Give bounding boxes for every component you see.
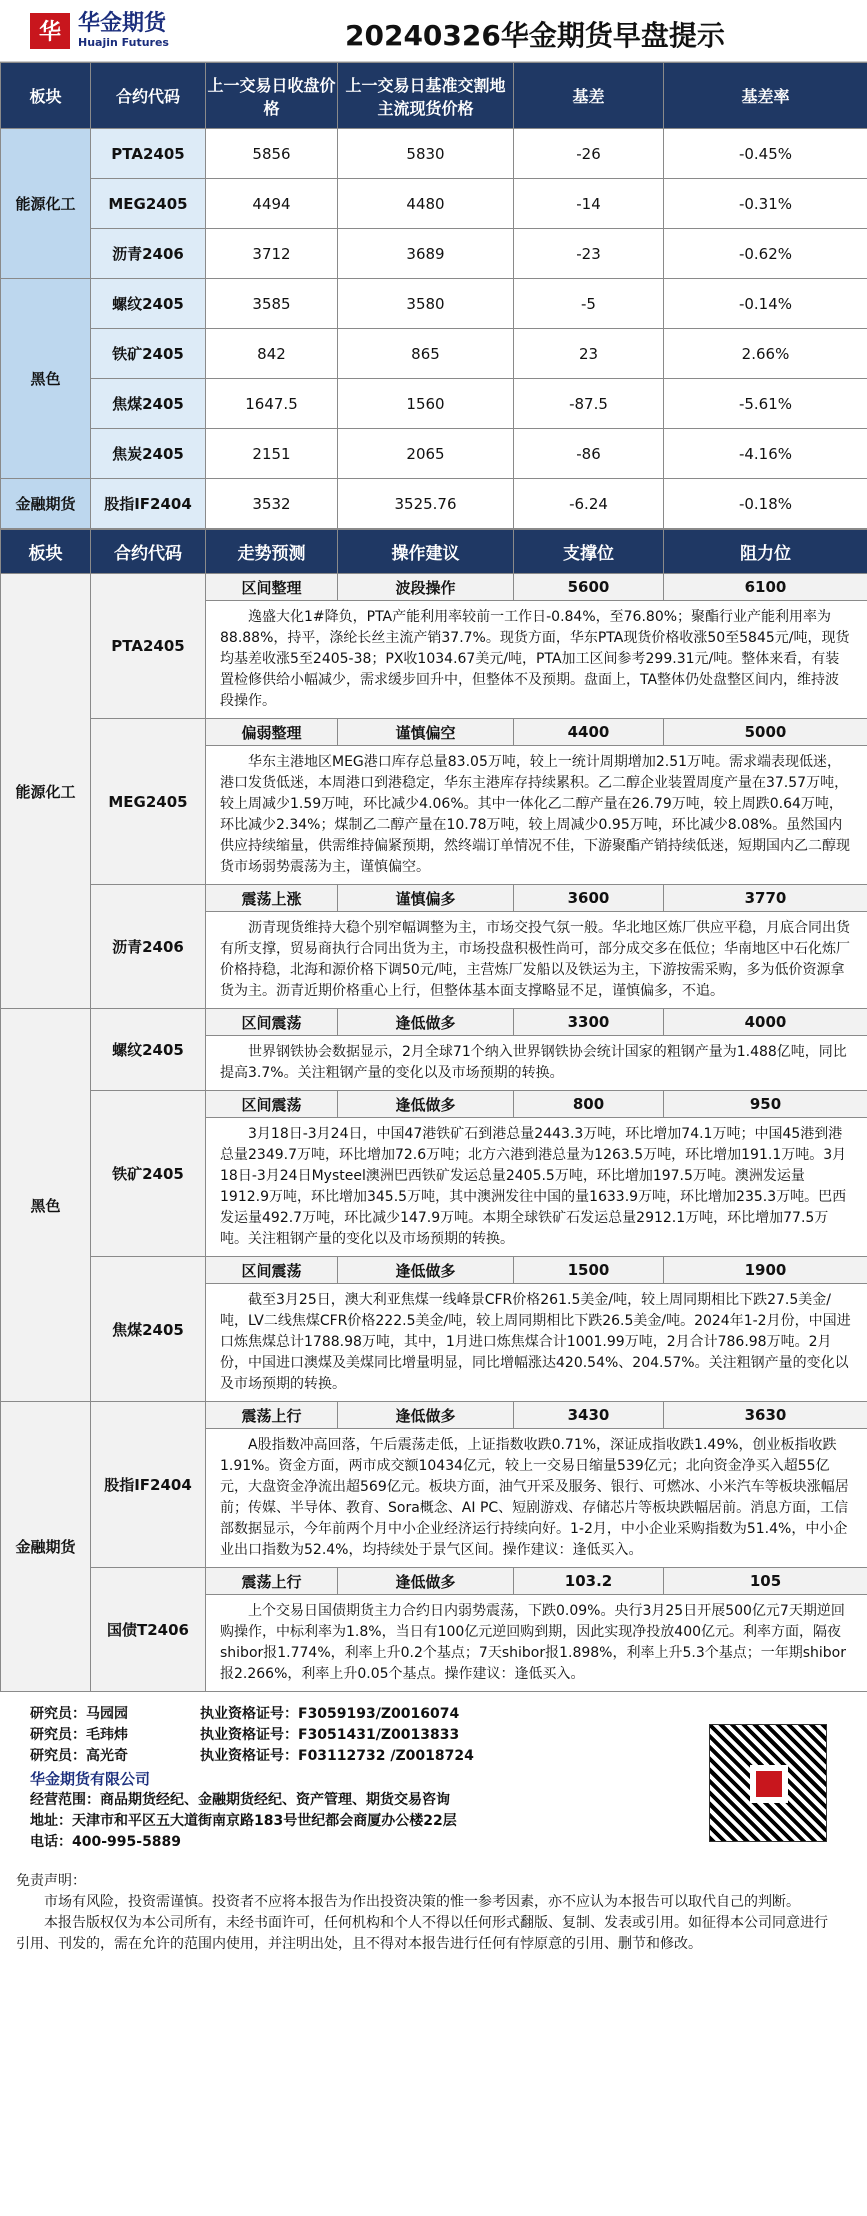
- researcher-license: 执业资格证号：F3059193/Z0016074: [200, 1706, 460, 1722]
- contract-code: MEG2405: [91, 719, 206, 885]
- sector-label: 能源化工: [1, 574, 91, 1009]
- company-name: 华金期货有限公司: [30, 1770, 151, 1788]
- forecast-advice: 逢低做多: [338, 1009, 514, 1036]
- basis-value: -5.61%: [664, 379, 867, 429]
- forecast-trend: 震荡上行: [206, 1402, 338, 1429]
- basis-value: 865: [338, 329, 514, 379]
- contract-code: 沥青2406: [91, 229, 206, 279]
- basis-value: 3532: [206, 479, 338, 529]
- basis-value: 2151: [206, 429, 338, 479]
- basis-value: 3689: [338, 229, 514, 279]
- basis-header-cell: 上一交易日基准交割地主流现货价格: [338, 63, 514, 129]
- researcher-name: 研究员：毛玮炜: [30, 1727, 128, 1743]
- basis-row: [1, 129, 867, 179]
- forecast-support: 3300: [514, 1009, 664, 1036]
- contract-code: 股指IF2404: [91, 1402, 206, 1568]
- basis-row: [1, 329, 867, 379]
- basis-table: [0, 62, 867, 529]
- analysis-text: 华东主港地区MEG港口库存总量83.05万吨，较上一统计周期增加2.51万吨。需求端表现低迷，港口发货低迷，本周港口到港稳定，华东主港库存持续累积。乙二醇企业装置周度产量在37.57万吨，较上周减少1.59万吨，环比减少4.06%。其中一体化乙二醇产量在26.79万吨，较上周跌0.64万吨，环比减少2.34%；煤制乙二醇产量在10.78万吨，较上周减少0.95万吨，环比减少8.08%。虽然国内供应持续缩量，供需维持偏紧预期，然终端订单情况不佳，下游聚酯产销持续低迷，短期国内乙二醇现货市场弱势震荡为主，谨慎偏空。: [206, 746, 867, 885]
- researcher-name: 研究员：高光奇: [30, 1748, 128, 1764]
- contract-code: 焦煤2405: [91, 379, 206, 429]
- basis-value: -0.45%: [664, 129, 867, 179]
- basis-value: -86: [514, 429, 664, 479]
- forecast-trend: 震荡上行: [206, 1568, 338, 1595]
- basis-value: 5856: [206, 129, 338, 179]
- basis-row: [1, 429, 867, 479]
- forecast-resistance: 950: [664, 1091, 867, 1118]
- logo-english: Huajin Futures: [78, 36, 169, 49]
- researcher-license: 执业资格证号：F03112732 /Z0018724: [200, 1748, 474, 1764]
- forecast-row: [1, 1009, 867, 1036]
- analysis-text: 截至3月25日，澳大利亚焦煤一线峰景CFR价格261.5美金/吨，较上周同期相比下跌27.5美金/吨，LV二线焦煤CFR价格222.5美金/吨，较上周同期相比下跌26.5美金/吨。2024年1-2月份，中国进口炼焦煤总计1788.98万吨，其中，1月进口炼焦煤合计1001.99万吨，2月合计786.98万吨。2月份，中国进口澳煤及美煤同比增量明显，同比增幅涨达420.54%、204.57%。关注粗钢产量的变化以及市场预期的转换。: [206, 1284, 867, 1402]
- contract-code: 国债T2406: [91, 1568, 206, 1692]
- forecast-header-cell: 合约代码: [91, 530, 206, 574]
- forecast-advice: 逢低做多: [338, 1091, 514, 1118]
- forecast-resistance: 1900: [664, 1257, 867, 1284]
- forecast-trend: 区间整理: [206, 574, 338, 601]
- basis-header-cell: 合约代码: [91, 63, 206, 129]
- forecast-resistance: 3770: [664, 885, 867, 912]
- contract-code: 螺纹2405: [91, 1009, 206, 1091]
- contract-code: PTA2405: [91, 129, 206, 179]
- logo-chinese: 华金期货: [78, 11, 167, 36]
- forecast-table: [0, 529, 867, 1692]
- forecast-row: [1, 1257, 867, 1284]
- forecast-table-header: [1, 530, 867, 574]
- contract-code: PTA2405: [91, 574, 206, 719]
- basis-header-cell: 板块: [1, 63, 91, 129]
- forecast-row: [1, 1402, 867, 1429]
- forecast-header-cell: 走势预测: [206, 530, 338, 574]
- sector-label: 金融期货: [1, 1402, 91, 1692]
- forecast-resistance: 5000: [664, 719, 867, 746]
- forecast-resistance: 6100: [664, 574, 867, 601]
- contract-code: 沥青2406: [91, 885, 206, 1009]
- basis-row: [1, 279, 867, 329]
- forecast-header-cell: 支撑位: [514, 530, 664, 574]
- logo-mark: 华: [30, 13, 70, 49]
- basis-value: 2.66%: [664, 329, 867, 379]
- basis-value: 1560: [338, 379, 514, 429]
- basis-value: -14: [514, 179, 664, 229]
- basis-table-header: [1, 63, 867, 129]
- forecast-row: [1, 1091, 867, 1118]
- basis-value: 2065: [338, 429, 514, 479]
- forecast-support: 5600: [514, 574, 664, 601]
- footer: [0, 1692, 867, 1975]
- forecast-support: 1500: [514, 1257, 664, 1284]
- forecast-row: [1, 1568, 867, 1595]
- basis-value: -0.18%: [664, 479, 867, 529]
- forecast-advice: 逢低做多: [338, 1402, 514, 1429]
- basis-value: 23: [514, 329, 664, 379]
- basis-value: 1647.5: [206, 379, 338, 429]
- analysis-text: 上个交易日国债期货主力合约日内弱势震荡，下跌0.09%。央行3月25日开展500亿元7天期逆回购操作，中标利率为1.8%，当日有100亿元逆回购到期，因此实现净投放400亿元。利率方面，隔夜shibor报1.774%，利率上升0.2个基点；7天shibor报1.898%，利率上升5.3个基点；一年期shibor报2.266%，利率上升0.05个基点。操作建议：逢低买入。: [206, 1595, 867, 1692]
- forecast-support: 3600: [514, 885, 664, 912]
- forecast-support: 800: [514, 1091, 664, 1118]
- contract-code: MEG2405: [91, 179, 206, 229]
- sector-label: 黑色: [1, 1009, 91, 1402]
- forecast-resistance: 3630: [664, 1402, 867, 1429]
- basis-value: -23: [514, 229, 664, 279]
- forecast-resistance: 105: [664, 1568, 867, 1595]
- contract-code: 股指IF2404: [91, 479, 206, 529]
- forecast-header-cell: 操作建议: [338, 530, 514, 574]
- basis-value: 842: [206, 329, 338, 379]
- basis-value: 3712: [206, 229, 338, 279]
- forecast-header-cell: 板块: [1, 530, 91, 574]
- basis-value: 4494: [206, 179, 338, 229]
- basis-value: -26: [514, 129, 664, 179]
- basis-value: 3580: [338, 279, 514, 329]
- company-address: 地址：天津市和平区五大道街南京路183号世纪都会商厦办公楼22层: [30, 1813, 457, 1829]
- basis-row: [1, 179, 867, 229]
- analysis-text: 沥青现货维持大稳个别窄幅调整为主，市场交投气氛一般。华北地区炼厂供应平稳，月底合同出货有所支撑，贸易商执行合同出货为主，市场投盘积极性尚可，部分成交多在低位；华南地区中石化炼厂价格持稳，北海和源价格下调50元/吨，主营炼厂发船以及铁运为主，下游按需采购，多为低价资源拿货为主。沥青近期价格重心上行，但整体基本面支撑略显不足，谨慎偏多，不追。: [206, 912, 867, 1009]
- forecast-header-cell: 阻力位: [664, 530, 867, 574]
- contract-code: 螺纹2405: [91, 279, 206, 329]
- business-scope: 经营范围：商品期货经纪、金融期货经纪、资产管理、期货交易咨询: [30, 1792, 450, 1808]
- disclaimer: [0, 1853, 867, 1975]
- researcher-license: 执业资格证号：F3051431/Z0013833: [200, 1727, 460, 1743]
- forecast-trend: 偏弱整理: [206, 719, 338, 746]
- forecast-row: [1, 719, 867, 746]
- researcher-name: 研究员：马园园: [30, 1706, 128, 1722]
- contract-code: 铁矿2405: [91, 1091, 206, 1257]
- forecast-trend: 区间震荡: [206, 1009, 338, 1036]
- forecast-support: 4400: [514, 719, 664, 746]
- forecast-resistance: 4000: [664, 1009, 867, 1036]
- forecast-trend: 震荡上涨: [206, 885, 338, 912]
- basis-value: -0.14%: [664, 279, 867, 329]
- basis-value: 4480: [338, 179, 514, 229]
- report-title: 20240326华金期货早盘提示: [345, 19, 725, 52]
- analysis-text: 3月18日-3月24日，中国47港铁矿石到港总量2443.3万吨，环比增加74.1万吨；中国45港到港总量2349.7万吨，环比增加72.6万吨；北方六港到港总量为1263.5万吨，环比增加191.1万吨。3月18日-3月24日Mysteel澳洲巴西铁矿发运总量2405.5万吨，环比增加197.5万吨。澳洲发运量1912.9万吨，环比增加345.5万吨，其中澳洲发往中国的量1633.9万吨，环比增加235.3万吨。巴西发运量492.7万吨，环比减少147.9万吨。本期全球铁矿石发运总量2912.1万吨，环比增加77.5万吨。关注粗钢产量的变化以及市场预期的转换。: [206, 1118, 867, 1257]
- sector-label: 金融期货: [1, 479, 91, 529]
- company-phone: 电话：400-995-5889: [30, 1834, 182, 1850]
- researcher-row: [30, 1704, 867, 1725]
- disclaimer-title: 免责声明：: [16, 1873, 86, 1889]
- basis-header-cell: 上一交易日收盘价格: [206, 63, 338, 129]
- contract-code: 铁矿2405: [91, 329, 206, 379]
- basis-header-cell: 基差: [514, 63, 664, 129]
- sector-label: 能源化工: [1, 129, 91, 279]
- analysis-text: 世界钢铁协会数据显示，2月全球71个纳入世界钢铁协会统计国家的粗钢产量为1.488亿吨，同比提高3.7%。关注粗钢产量的变化以及市场预期的转换。: [206, 1036, 867, 1091]
- forecast-advice: 谨慎偏多: [338, 885, 514, 912]
- forecast-advice: 谨慎偏空: [338, 719, 514, 746]
- sector-label: 黑色: [1, 279, 91, 479]
- basis-value: 5830: [338, 129, 514, 179]
- basis-row: [1, 379, 867, 429]
- basis-row: [1, 229, 867, 279]
- basis-value: -5: [514, 279, 664, 329]
- company-logo: [30, 12, 169, 49]
- disclaimer-text-2: 本报告版权仅为本公司所有，未经书面许可，任何机构和个人不得以任何形式翻版、复制、发表或引用。如征得本公司同意进行引用、刊发的，需在允许的范围内使用，并注明出处，且不得对本报告进行任何有悖原意的引用、删节和修改。: [16, 1915, 828, 1952]
- forecast-row: [1, 574, 867, 601]
- qr-code-icon: [709, 1724, 827, 1842]
- basis-header-cell: 基差率: [664, 63, 867, 129]
- contract-code: 焦炭2405: [91, 429, 206, 479]
- forecast-trend: 区间震荡: [206, 1257, 338, 1284]
- basis-value: -4.16%: [664, 429, 867, 479]
- basis-value: -0.62%: [664, 229, 867, 279]
- basis-value: -87.5: [514, 379, 664, 429]
- basis-value: 3585: [206, 279, 338, 329]
- forecast-trend: 区间震荡: [206, 1091, 338, 1118]
- forecast-support: 103.2: [514, 1568, 664, 1595]
- analysis-text: A股指数冲高回落，午后震荡走低，上证指数收跌0.71%，深证成指收跌1.49%，创业板指收跌1.91%。资金方面，两市成交额10434亿元，较上一交易日缩量539亿元；北向资金净买入超55亿元，大盘资金净流出超569亿元。板块方面，油气开采及服务、银行、可燃冰、小米汽车等板块涨幅居前；传媒、半导体、教育、Sora概念、AI PC、短剧游戏、存储芯片等板块跌幅居前。消息方面，工信部数据显示，今年前两个月中小企业经济运行持续向好。1-2月，中小企业采购指数为51.4%，中小企业出口指数为52.4%，均持续处于景气区间。操作建议：逢低买入。: [206, 1429, 867, 1568]
- forecast-advice: 逢低做多: [338, 1568, 514, 1595]
- forecast-row: [1, 885, 867, 912]
- disclaimer-text-1: 市场有风险，投资需谨慎。投资者不应将本报告为作出投资决策的惟一参考因素，亦不应认为本报告可以取代自己的判断。: [44, 1894, 800, 1910]
- analysis-text: 逸盛大化1#降负，PTA产能利用率较前一工作日-0.84%，至76.80%；聚酯行业产能利用率为88.88%，持平，涤纶长丝主流产销37.7%。现货方面，华东PTA现货价格收涨50至5845元/吨，现货均基差收涨5至2405-38；PX收1034.67美元/吨，PTA加工区间参考299.31元/吨。整体来看，有装置检修供给小幅减少，需求缓步回升中，但整体不及预期。盘面上，TA整体仍处盘整区间内，维持波段操作。: [206, 601, 867, 719]
- basis-value: 3525.76: [338, 479, 514, 529]
- basis-row: [1, 479, 867, 529]
- forecast-advice: 逢低做多: [338, 1257, 514, 1284]
- forecast-advice: 波段操作: [338, 574, 514, 601]
- report-header: [0, 0, 867, 62]
- basis-value: -0.31%: [664, 179, 867, 229]
- forecast-support: 3430: [514, 1402, 664, 1429]
- contract-code: 焦煤2405: [91, 1257, 206, 1402]
- basis-value: -6.24: [514, 479, 664, 529]
